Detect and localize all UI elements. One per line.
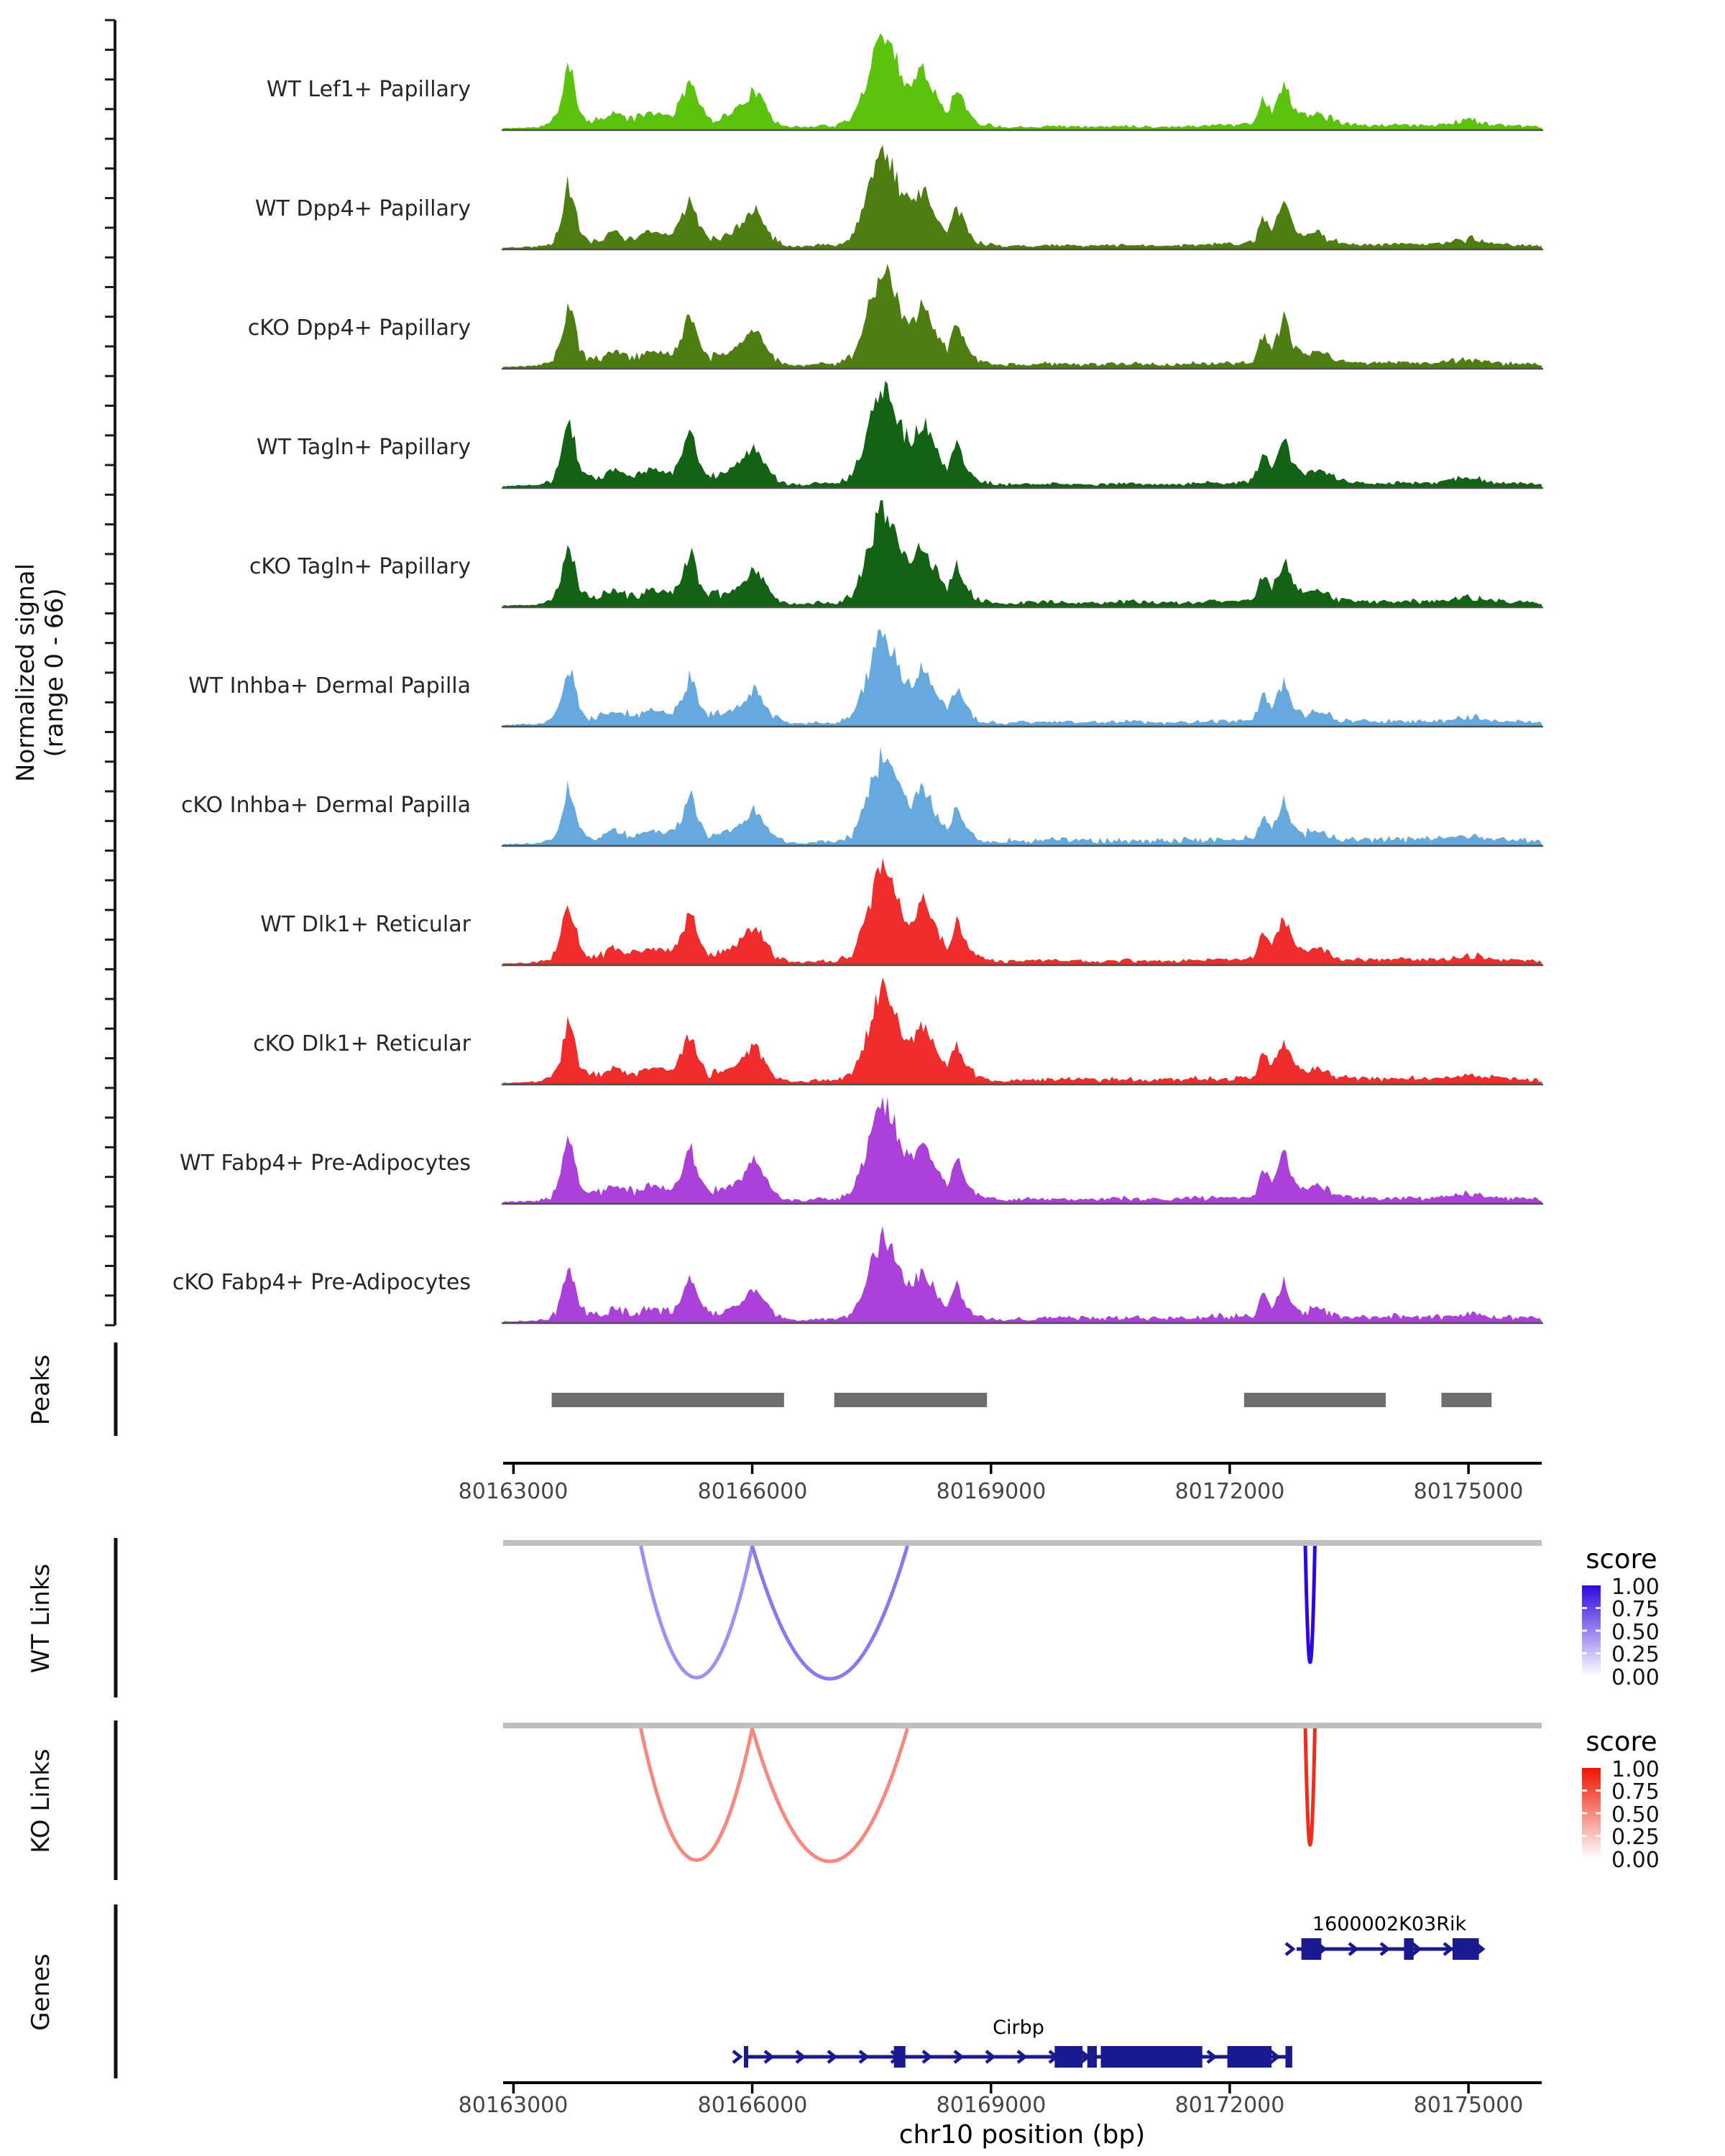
gene-1600002K03Rik-exon-1 bbox=[1404, 1938, 1413, 1960]
ko-legend-dash bbox=[1596, 1789, 1601, 1792]
ko-legend-dash bbox=[1596, 1835, 1601, 1837]
gene-label-cirbp: Cirbp bbox=[993, 2017, 1044, 2039]
track-label-wt-dpp4: WT Dpp4+ Papillary bbox=[254, 196, 471, 221]
axis2-tick-80166000: 80166000 bbox=[697, 2093, 808, 2118]
ko-legend-dash bbox=[1582, 1789, 1587, 1792]
track-label-cko-fabp4: cKO Fabp4+ Pre-Adipocytes bbox=[172, 1270, 471, 1295]
gene-cirbp-exon-4 bbox=[1101, 2046, 1202, 2068]
ko-link-arc-2 bbox=[1305, 1728, 1315, 1845]
signal-area-2 bbox=[503, 264, 1542, 368]
row-label-ko-links: KO Links bbox=[27, 1749, 55, 1853]
gene-cirbp-exon-1 bbox=[894, 2046, 906, 2068]
signal-area-10 bbox=[503, 1226, 1542, 1322]
axis1-tick-80166000: 80166000 bbox=[697, 1479, 808, 1504]
ko-legend-tick-025: 0.25 bbox=[1611, 1825, 1660, 1850]
gene-1600002K03Rik-exon-0 bbox=[1302, 1938, 1322, 1960]
axis2-tick-80175000: 80175000 bbox=[1413, 2093, 1524, 2118]
ko-legend-tick-100: 1.00 bbox=[1611, 1757, 1660, 1782]
gene-cirbp-exon-6 bbox=[1285, 2046, 1292, 2068]
wt-legend-dash bbox=[1596, 1630, 1601, 1632]
signal-area-1 bbox=[503, 145, 1542, 249]
axis2-tick-80169000: 80169000 bbox=[936, 2093, 1046, 2118]
peak-interval-1 bbox=[834, 1393, 988, 1407]
wt-legend-dash bbox=[1596, 1652, 1601, 1654]
signal-area-7 bbox=[503, 858, 1542, 964]
wt-legend-tick-100: 1.00 bbox=[1611, 1575, 1660, 1600]
axis2-tick-80163000: 80163000 bbox=[458, 2093, 569, 2118]
gene-cirbp-exon-5 bbox=[1228, 2046, 1271, 2068]
gene-cirbp-exon-3 bbox=[1087, 2046, 1097, 2068]
ko-legend-dash bbox=[1596, 1812, 1601, 1815]
row-label-peaks: Peaks bbox=[27, 1354, 55, 1426]
peak-interval-3 bbox=[1441, 1393, 1491, 1407]
signal-area-4 bbox=[503, 500, 1542, 607]
signal-area-5 bbox=[503, 630, 1542, 726]
ko-legend-title: score bbox=[1586, 1726, 1657, 1757]
track-label-cko-inhba: cKO Inhba+ Dermal Papilla bbox=[180, 793, 471, 818]
ko-link-arc-1 bbox=[753, 1728, 908, 1861]
wt-legend-tick-000: 0.00 bbox=[1611, 1665, 1660, 1690]
signal-area-0 bbox=[503, 33, 1542, 129]
ko-link-arc-0 bbox=[641, 1728, 753, 1860]
ko-legend-tick-000: 0.00 bbox=[1611, 1848, 1660, 1873]
ko-legend-tick-050: 0.50 bbox=[1611, 1802, 1660, 1828]
gene-1600002K03Rik-exon-2 bbox=[1453, 1938, 1479, 1960]
axis1-tick-80169000: 80169000 bbox=[936, 1479, 1046, 1504]
gene-1600002K03Rik-strand-arrow bbox=[1286, 1943, 1293, 1955]
wt-legend-tick-050: 0.50 bbox=[1611, 1620, 1660, 1645]
track-label-wt-dlk1: WT Dlk1+ Reticular bbox=[260, 912, 471, 937]
x-axis-title: chr10 position (bp) bbox=[898, 2120, 1146, 2150]
ko-legend-dash bbox=[1582, 1835, 1587, 1837]
peak-interval-2 bbox=[1244, 1393, 1386, 1407]
y-axis-label-line1: Normalized signal bbox=[12, 563, 40, 783]
axis1-tick-80175000: 80175000 bbox=[1413, 1479, 1524, 1504]
axis1-tick-80172000: 80172000 bbox=[1174, 1479, 1285, 1504]
signal-area-3 bbox=[503, 381, 1542, 487]
row-label-wt-links: WT Links bbox=[27, 1563, 55, 1674]
ko-legend-tick-075: 0.75 bbox=[1611, 1779, 1660, 1805]
wt-legend-title: score bbox=[1586, 1544, 1657, 1575]
track-label-cko-dpp4: cKO Dpp4+ Papillary bbox=[247, 315, 471, 341]
gene-label-1600002K03Rik: 1600002K03Rik bbox=[1312, 1913, 1467, 1935]
y-axis-label-line2: (range 0 - 66) bbox=[40, 588, 69, 757]
signal-area-6 bbox=[503, 747, 1542, 846]
wt-legend-dash bbox=[1582, 1630, 1587, 1632]
track-label-cko-dlk1: cKO Dlk1+ Reticular bbox=[253, 1031, 471, 1056]
wt-link-arc-0 bbox=[641, 1546, 753, 1677]
track-label-wt-fabp4: WT Fabp4+ Pre-Adipocytes bbox=[180, 1151, 471, 1176]
track-label-wt-inhba: WT Inhba+ Dermal Papilla bbox=[188, 673, 471, 699]
track-label-wt-tagln: WT Tagln+ Papillary bbox=[257, 435, 471, 460]
gene-cirbp-exon-0 bbox=[744, 2046, 748, 2068]
signal-area-8 bbox=[503, 977, 1542, 1084]
track-label-wt-lef1: WT Lef1+ Papillary bbox=[266, 77, 471, 102]
ko-legend-dash bbox=[1582, 1812, 1587, 1815]
wt-legend-tick-025: 0.25 bbox=[1611, 1642, 1660, 1667]
wt-legend-dash bbox=[1596, 1607, 1601, 1609]
signal-area-9 bbox=[503, 1097, 1542, 1203]
gene-cirbp-strand-arrow bbox=[733, 2051, 740, 2063]
axis1-tick-80163000: 80163000 bbox=[458, 1479, 569, 1504]
row-label-genes: Genes bbox=[27, 1953, 55, 2031]
peak-interval-0 bbox=[552, 1393, 784, 1407]
wt-link-arc-2 bbox=[1305, 1546, 1315, 1662]
wt-link-arc-1 bbox=[753, 1546, 908, 1679]
axis2-tick-80172000: 80172000 bbox=[1174, 2093, 1285, 2118]
wt-legend-dash bbox=[1582, 1607, 1587, 1609]
y-axis-label bbox=[12, 443, 69, 903]
wt-legend-tick-075: 0.75 bbox=[1611, 1597, 1660, 1622]
track-label-cko-tagln: cKO Tagln+ Papillary bbox=[249, 554, 471, 579]
gene-cirbp-exon-2 bbox=[1054, 2046, 1082, 2068]
wt-legend-dash bbox=[1582, 1652, 1587, 1654]
